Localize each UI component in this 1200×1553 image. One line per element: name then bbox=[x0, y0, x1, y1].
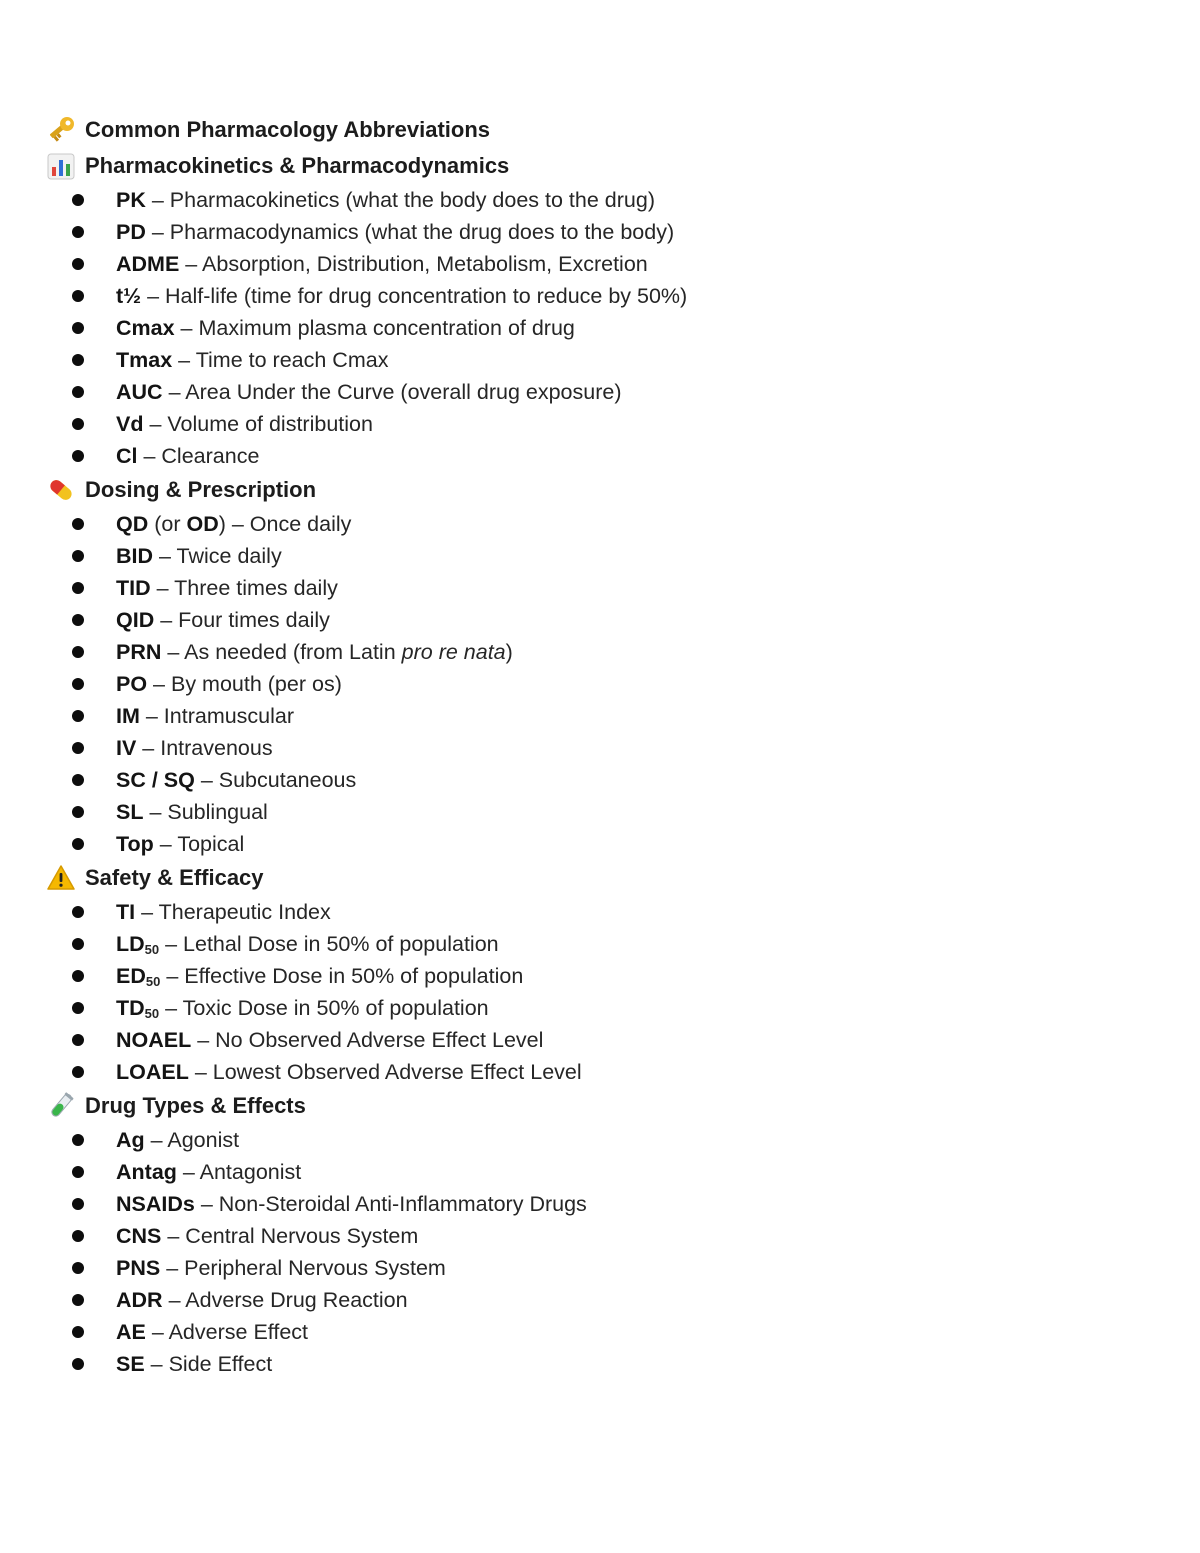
bullet-icon bbox=[72, 1358, 84, 1370]
abbreviation: IM bbox=[116, 704, 140, 728]
list-item bbox=[46, 928, 1146, 960]
bullet-icon bbox=[72, 1066, 84, 1078]
abbreviation-subscript: 50 bbox=[144, 1006, 160, 1021]
bullet-icon bbox=[72, 354, 84, 366]
bullet-icon bbox=[72, 258, 84, 270]
abbreviation-list bbox=[46, 508, 1146, 860]
section-heading bbox=[46, 860, 1146, 896]
definition-text: ) – Once daily bbox=[218, 512, 352, 536]
list-item bbox=[46, 636, 1146, 668]
abbreviation: OD bbox=[186, 512, 219, 536]
list-item bbox=[46, 508, 1146, 540]
bar-chart-icon bbox=[46, 151, 76, 181]
definition-text: – Maximum plasma concentration of drug bbox=[174, 316, 575, 340]
list-item bbox=[46, 960, 1146, 992]
bullet-icon bbox=[72, 1326, 84, 1338]
abbreviation: SE bbox=[116, 1352, 145, 1376]
bullet-icon bbox=[72, 710, 84, 722]
abbreviation: Antag bbox=[116, 1160, 177, 1184]
list-item bbox=[46, 184, 1146, 216]
test-tube-icon bbox=[46, 1091, 76, 1121]
section-heading-text: Dosing & Prescription bbox=[85, 477, 317, 502]
list-item bbox=[46, 732, 1146, 764]
abbreviation: PNS bbox=[116, 1256, 161, 1280]
abbreviation: QID bbox=[116, 608, 155, 632]
definition-text: – As needed (from Latin bbox=[161, 640, 402, 664]
abbreviation-subscript: 50 bbox=[144, 942, 160, 957]
definition-text: – Absorption, Distribution, Metabolism, Excretion bbox=[179, 252, 648, 276]
bullet-icon bbox=[72, 906, 84, 918]
definition-text: – Pharmacokinetics (what the body does to the drug) bbox=[145, 188, 655, 212]
bullet-icon bbox=[72, 970, 84, 982]
bullet-icon bbox=[72, 1262, 84, 1274]
list-item bbox=[46, 344, 1146, 376]
bullet-icon bbox=[72, 1230, 84, 1242]
definition-text: – Subcutaneous bbox=[194, 768, 357, 792]
definition-text: – Time to reach Cmax bbox=[172, 348, 389, 372]
abbreviation: PK bbox=[116, 188, 146, 212]
definition-text: – Agonist bbox=[144, 1128, 240, 1152]
bullet-icon bbox=[72, 1134, 84, 1146]
list-item bbox=[46, 312, 1146, 344]
definition-text: – Clearance bbox=[137, 444, 260, 468]
abbreviation: LD bbox=[116, 932, 145, 956]
bullet-icon bbox=[72, 450, 84, 462]
abbreviation: ADR bbox=[116, 1288, 163, 1312]
abbreviation: ADME bbox=[116, 252, 180, 276]
page-title bbox=[46, 112, 1146, 148]
bullet-icon bbox=[72, 550, 84, 562]
list-item bbox=[46, 572, 1146, 604]
list-item bbox=[46, 604, 1146, 636]
bullet-icon bbox=[72, 226, 84, 238]
list-item bbox=[46, 700, 1146, 732]
abbreviation-list bbox=[46, 184, 1146, 472]
bullet-icon bbox=[72, 582, 84, 594]
list-item bbox=[46, 1252, 1146, 1284]
abbreviation: LOAEL bbox=[116, 1060, 189, 1084]
definition-text: – No Observed Adverse Effect Level bbox=[191, 1028, 544, 1052]
abbreviation: PRN bbox=[116, 640, 162, 664]
list-item bbox=[46, 896, 1146, 928]
abbreviation: PO bbox=[116, 672, 148, 696]
definition-text: – Antagonist bbox=[176, 1160, 302, 1184]
warning-icon bbox=[46, 863, 76, 893]
bullet-icon bbox=[72, 518, 84, 530]
document bbox=[46, 112, 1146, 1380]
list-item bbox=[46, 440, 1146, 472]
bullet-icon bbox=[72, 194, 84, 206]
pill-icon bbox=[46, 475, 76, 505]
list-item bbox=[46, 540, 1146, 572]
definition-text: – Half-life (time for drug concentration to reduce by 50%) bbox=[141, 284, 688, 308]
bullet-icon bbox=[72, 1294, 84, 1306]
abbreviation: NOAEL bbox=[116, 1028, 192, 1052]
bullet-icon bbox=[72, 1034, 84, 1046]
definition-text: (or bbox=[148, 512, 187, 536]
abbreviation: BID bbox=[116, 544, 154, 568]
bullet-icon bbox=[72, 806, 84, 818]
definition-text: – Effective Dose in 50% of population bbox=[160, 964, 524, 988]
definition-text: – Lethal Dose in 50% of population bbox=[159, 932, 499, 956]
definition-text: – Adverse Drug Reaction bbox=[162, 1288, 408, 1312]
abbreviation: Vd bbox=[116, 412, 144, 436]
list-item bbox=[46, 1188, 1146, 1220]
list-item bbox=[46, 248, 1146, 280]
sections-container bbox=[46, 148, 1146, 1380]
definition-text: – Lowest Observed Adverse Effect Level bbox=[188, 1060, 582, 1084]
definition-text: – Three times daily bbox=[150, 576, 338, 600]
abbreviation: AUC bbox=[116, 380, 163, 404]
bullet-icon bbox=[72, 742, 84, 754]
definition-text: – Area Under the Curve (overall drug exposure) bbox=[162, 380, 622, 404]
abbreviation: t½ bbox=[116, 284, 142, 308]
list-item bbox=[46, 280, 1146, 312]
definition-text: – Pharmacodynamics (what the drug does to the body) bbox=[145, 220, 675, 244]
abbreviation: PD bbox=[116, 220, 146, 244]
abbreviation: Top bbox=[116, 832, 154, 856]
abbreviation: TI bbox=[116, 900, 136, 924]
list-item bbox=[46, 1316, 1146, 1348]
abbreviation: SC / SQ bbox=[116, 768, 195, 792]
bullet-icon bbox=[72, 322, 84, 334]
bullet-icon bbox=[72, 290, 84, 302]
definition-text: – Volume of distribution bbox=[143, 412, 373, 436]
bullet-icon bbox=[72, 678, 84, 690]
abbreviation: Ag bbox=[116, 1128, 145, 1152]
abbreviation: NSAIDs bbox=[116, 1192, 195, 1216]
abbreviation: QD bbox=[116, 512, 149, 536]
abbreviation: AE bbox=[116, 1320, 146, 1344]
section-heading bbox=[46, 1088, 1146, 1124]
definition-text: – Therapeutic Index bbox=[135, 900, 331, 924]
definition-text: – Twice daily bbox=[153, 544, 282, 568]
list-item bbox=[46, 408, 1146, 440]
key-icon bbox=[46, 115, 76, 145]
abbreviation: TD bbox=[116, 996, 145, 1020]
abbreviation: Cl bbox=[116, 444, 138, 468]
definition-text: – Adverse Effect bbox=[145, 1320, 309, 1344]
section-heading bbox=[46, 148, 1146, 184]
definition-text: – Peripheral Nervous System bbox=[160, 1256, 446, 1280]
list-item bbox=[46, 1348, 1146, 1380]
list-item bbox=[46, 1056, 1146, 1088]
abbreviation: ED bbox=[116, 964, 146, 988]
list-item bbox=[46, 992, 1146, 1024]
bullet-icon bbox=[72, 418, 84, 430]
definition-text: – By mouth (per os) bbox=[147, 672, 342, 696]
definition-text: – Central Nervous System bbox=[161, 1224, 419, 1248]
definition-emphasis: pro re nata bbox=[401, 640, 506, 664]
section-heading-text: Safety & Efficacy bbox=[85, 865, 264, 890]
abbreviation: IV bbox=[116, 736, 137, 760]
list-item bbox=[46, 1284, 1146, 1316]
abbreviation: Tmax bbox=[116, 348, 173, 372]
definition-text: – Topical bbox=[153, 832, 245, 856]
bullet-icon bbox=[72, 386, 84, 398]
bullet-icon bbox=[72, 1166, 84, 1178]
list-item bbox=[46, 764, 1146, 796]
bullet-icon bbox=[72, 1002, 84, 1014]
list-item bbox=[46, 1220, 1146, 1252]
definition-text: – Side Effect bbox=[144, 1352, 273, 1376]
bullet-icon bbox=[72, 774, 84, 786]
list-item bbox=[46, 1024, 1146, 1056]
section-heading bbox=[46, 472, 1146, 508]
definition-text: – Four times daily bbox=[154, 608, 330, 632]
list-item bbox=[46, 376, 1146, 408]
abbreviation-list bbox=[46, 1124, 1146, 1380]
abbreviation: CNS bbox=[116, 1224, 162, 1248]
bullet-icon bbox=[72, 938, 84, 950]
definition-text: ) bbox=[505, 640, 513, 664]
abbreviation: Cmax bbox=[116, 316, 175, 340]
bullet-icon bbox=[72, 614, 84, 626]
list-item bbox=[46, 796, 1146, 828]
abbreviation: SL bbox=[116, 800, 144, 824]
abbreviation: TID bbox=[116, 576, 151, 600]
page-title-text: Common Pharmacology Abbreviations bbox=[85, 117, 491, 142]
bullet-icon bbox=[72, 646, 84, 658]
bullet-icon bbox=[72, 838, 84, 850]
list-item bbox=[46, 1156, 1146, 1188]
list-item bbox=[46, 668, 1146, 700]
section-heading-text: Drug Types & Effects bbox=[85, 1093, 306, 1118]
list-item bbox=[46, 828, 1146, 860]
section-heading-text: Pharmacokinetics & Pharmacodynamics bbox=[85, 153, 510, 178]
bullet-icon bbox=[72, 1198, 84, 1210]
list-item bbox=[46, 1124, 1146, 1156]
abbreviation-subscript: 50 bbox=[145, 974, 161, 989]
definition-text: – Non-Steroidal Anti-Inflammatory Drugs bbox=[194, 1192, 587, 1216]
definition-text: – Sublingual bbox=[143, 800, 268, 824]
abbreviation-list bbox=[46, 896, 1146, 1088]
definition-text: – Intravenous bbox=[136, 736, 273, 760]
definition-text: – Intramuscular bbox=[139, 704, 295, 728]
definition-text: – Toxic Dose in 50% of population bbox=[159, 996, 489, 1020]
list-item bbox=[46, 216, 1146, 248]
